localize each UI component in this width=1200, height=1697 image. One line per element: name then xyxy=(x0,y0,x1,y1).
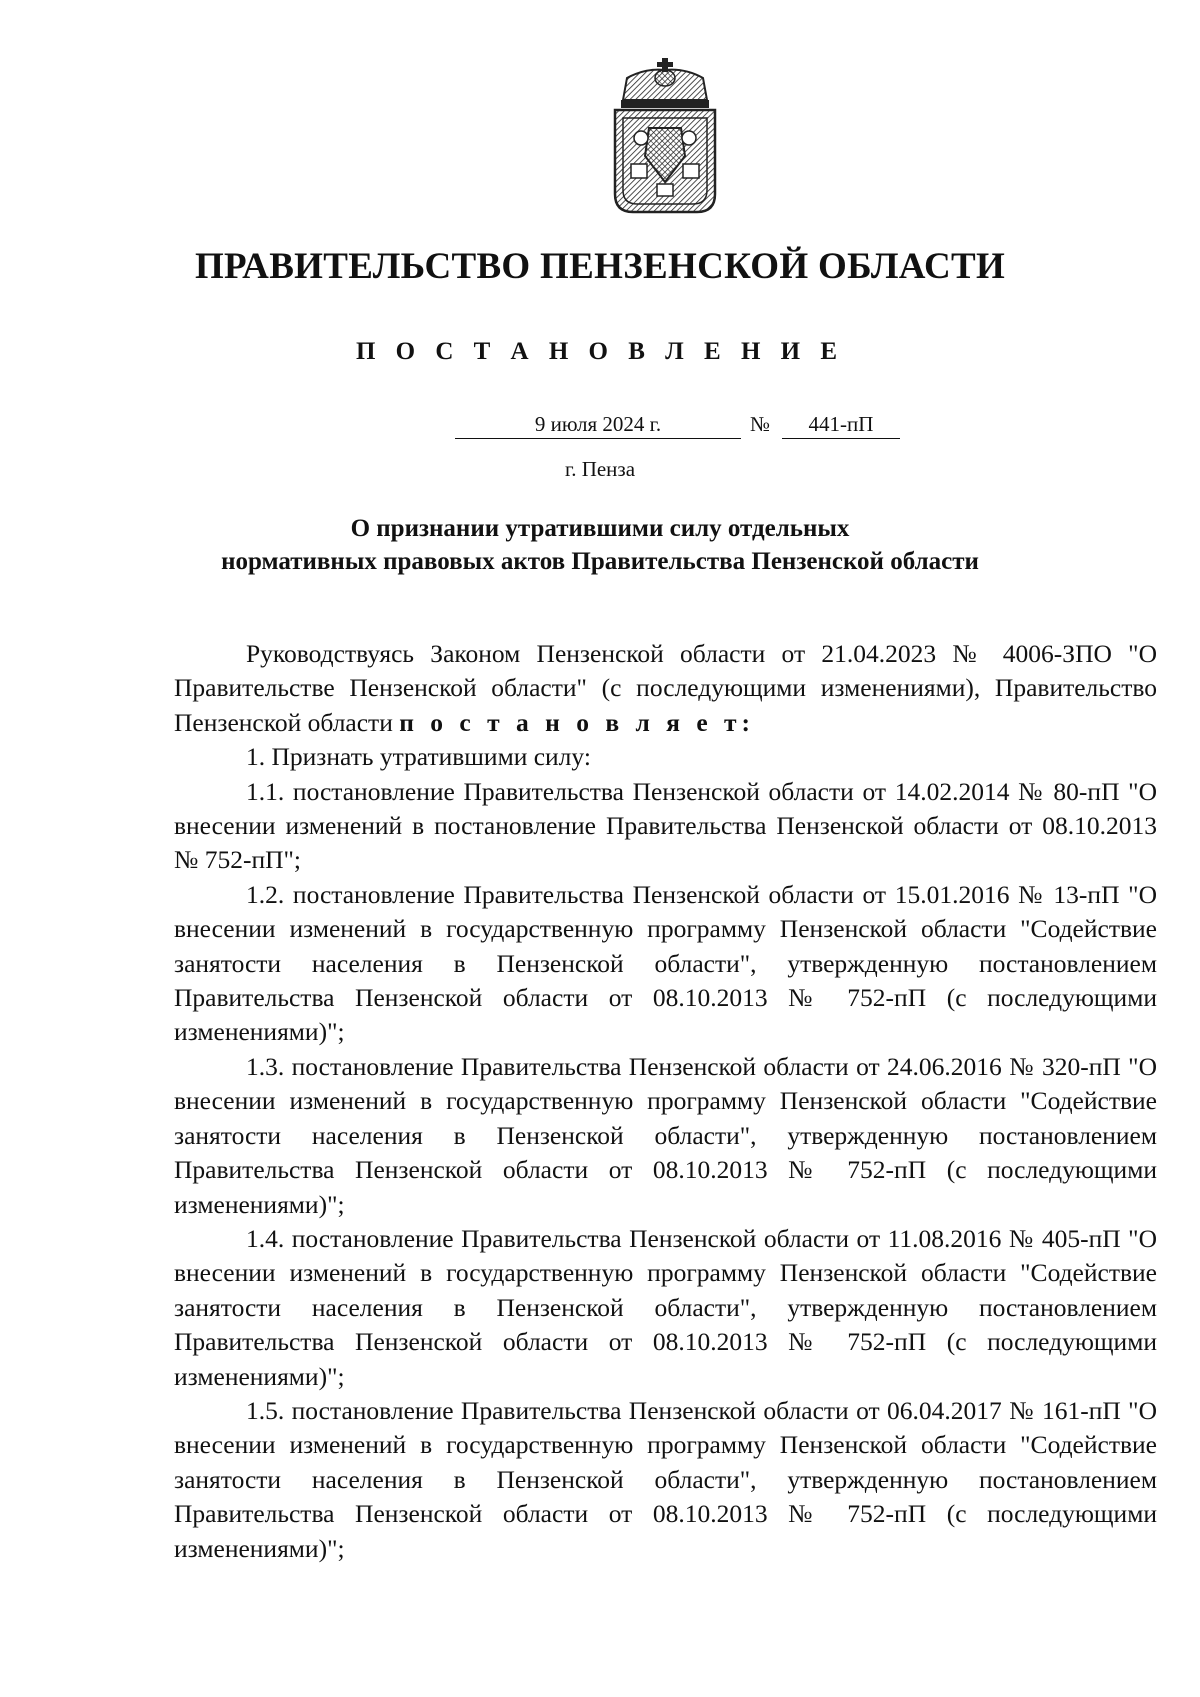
document-date: 9 июля 2024 г. xyxy=(455,410,741,439)
document-number: 441-пП xyxy=(782,410,900,439)
list-item-1-1: 1.1. постановление Правительства Пензенской области от 14.02.2014 № 80-пП "О внесении изменений в постановление Правительства Пензенской области от 08.10.2013 № 752-пП"; xyxy=(174,776,1157,875)
document-heading-line-2: нормативных правовых актов Правительства Пензенской области xyxy=(221,548,979,575)
preamble-text: Руководствуясь Законом Пензенской области от 21.04.2023 № 4006-ЗПО "О Правительстве Пензенской области" (с последующими изменениями), Правительство Пензенской области xyxy=(174,639,1157,737)
list-item-1: 1. Признать утратившими силу: xyxy=(246,742,591,772)
number-sign: № xyxy=(750,412,771,436)
list-item-1-2: 1.2. постановление Правительства Пензенской области от 15.01.2016 № 13-пП "О внесении изменений в государственную программу Пензенской области "Содействие занятости населения в Пензенской области", утвержденную постановлением Правительства Пензенской области от 08.10.2013 № 752-пП (с последующими изменениями)"; xyxy=(174,879,1157,1047)
preamble-paragraph xyxy=(174,637,1157,740)
list-item-1-5: 1.5. постановление Правительства Пензенской области от 06.04.2017 № 161-пП "О внесении изменений в государственную программу Пензенской области "Содействие занятости населения в Пензенской области", утвержденную постановлением Правительства Пензенской области от 08.10.2013 № 752-пП (с последующими изменениями)"; xyxy=(174,1395,1157,1563)
government-title: ПРАВИТЕЛЬСТВО ПЕНЗЕНСКОЙ ОБЛАСТИ xyxy=(194,246,1006,287)
list-item-1-3: 1.3. постановление Правительства Пензенской области от 24.06.2016 № 320-пП "О внесении изменений в государственную программу Пензенской области "Содействие занятости населения в Пензенской области", утвержденную постановлением Правительства Пензенской области от 08.10.2013 № 752-пП (с последующими изменениями)"; xyxy=(174,1051,1157,1219)
coat-of-arms-icon xyxy=(605,56,725,216)
document-city: г. Пенза xyxy=(564,457,636,481)
document-type: П О С Т А Н О В Л Е Н И Е xyxy=(355,338,845,365)
document-heading-line-1: О признании утратившими силу отдельных xyxy=(350,515,850,542)
preamble-decision: п о с т а н о в л я е т: xyxy=(399,707,756,737)
document-heading xyxy=(0,512,1200,578)
list-item-1-4: 1.4. постановление Правительства Пензенской области от 11.08.2016 № 405-пП "О внесении изменений в государственную программу Пензенской области "Содействие занятости населения в Пензенской области", утвержденную постановлением Правительства Пензенской области от 08.10.2013 № 752-пП (с последующими изменениями)"; xyxy=(174,1223,1157,1391)
document-body xyxy=(174,637,1157,1566)
